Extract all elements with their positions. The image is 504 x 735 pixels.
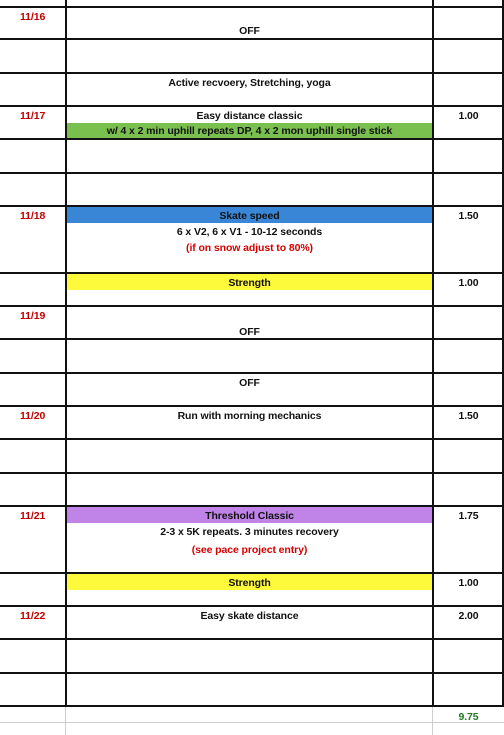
day-row-11-20 xyxy=(0,405,504,505)
workout-label: Threshold Classic xyxy=(205,510,294,522)
workout-note: (see pace project entry) xyxy=(191,544,308,556)
day-row-11-21 xyxy=(0,505,504,605)
hours-value: 1.00 xyxy=(458,110,479,122)
day-row-11-17 xyxy=(0,105,504,205)
hours-value: 1.50 xyxy=(458,410,479,422)
workout-label: Active recvoery, Stretching, yoga xyxy=(168,77,331,89)
date-label: 11/17 xyxy=(20,110,46,122)
workout-label: Skate speed xyxy=(219,210,280,222)
date-label: 11/21 xyxy=(20,510,46,522)
workout-label: Easy distance classic xyxy=(196,110,303,122)
total-hours: 9.75 xyxy=(458,711,479,723)
workout-detail: 2-3 x 5K repeats. 3 minutes recovery xyxy=(160,526,339,538)
day-row-11-16 xyxy=(0,6,504,105)
date-label: 11/19 xyxy=(20,310,46,322)
workout-note: (if on snow adjust to 80%) xyxy=(186,242,313,254)
day-row-11-18 xyxy=(0,205,504,305)
date-label: 11/16 xyxy=(20,11,46,23)
date-label: 11/22 xyxy=(20,610,46,622)
workout-detail: 6 x V2, 6 x V1 - 10-12 seconds xyxy=(176,226,323,238)
hours-value: 1.75 xyxy=(458,510,479,522)
day-row-11-22 xyxy=(0,605,504,705)
workout-label: OFF xyxy=(239,377,260,389)
date-label: 11/20 xyxy=(20,410,46,422)
workout-label: Run with morning mechanics xyxy=(177,410,322,422)
day-row-11-19 xyxy=(0,305,504,405)
workout-detail: w/ 4 x 2 min uphill repeats DP, 4 x 2 mon uphill single stick xyxy=(106,125,393,137)
hours-value: 1.00 xyxy=(458,577,479,589)
workout-label: OFF xyxy=(239,326,260,338)
workout-label: Strength xyxy=(228,277,271,289)
hours-value: 2.00 xyxy=(458,610,479,622)
workout-label: Easy skate distance xyxy=(200,610,299,622)
workout-label: Strength xyxy=(228,577,271,589)
hours-value: 1.00 xyxy=(458,277,479,289)
hours-value: 1.50 xyxy=(458,210,479,222)
workout-label: OFF xyxy=(239,25,260,37)
date-label: 11/18 xyxy=(20,210,46,222)
